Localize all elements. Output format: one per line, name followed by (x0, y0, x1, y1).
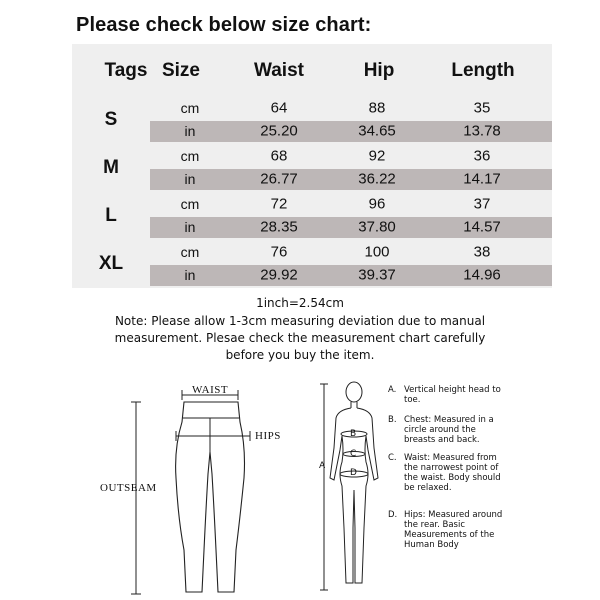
size-tag: L (105, 205, 117, 226)
hip-value: 36.22 (358, 170, 396, 188)
legend-text: Hips: Measured around the rear. Basic Measurements of the Human Body (404, 510, 503, 550)
size-tag: S (104, 109, 118, 130)
length-value: 14.57 (463, 218, 501, 236)
length-value: 37 (473, 195, 491, 213)
hip-value: 37.80 (358, 218, 396, 236)
unit-label: in (184, 267, 196, 283)
column-header: Waist (254, 60, 304, 81)
hip-value: 88 (368, 99, 386, 117)
figure-letter: C (350, 449, 357, 459)
column-header: Length (451, 60, 515, 81)
waist-value: 25.20 (260, 122, 298, 140)
legend-letter: C. (388, 453, 397, 463)
legend-text: Waist: Measured from the narrowest point of the waist. Body should be relaxed. (404, 453, 501, 493)
legend-item (388, 415, 508, 455)
column-header: Hip (363, 60, 395, 81)
hips-label: HIPS (255, 430, 281, 442)
waist-value: 68 (270, 147, 288, 165)
hip-value: 92 (368, 147, 386, 165)
size-tag: M (103, 157, 119, 178)
unit-label: cm (180, 100, 200, 116)
legend-letter: A. (388, 385, 397, 395)
length-value: 14.17 (463, 170, 501, 188)
waist-value: 72 (270, 195, 288, 213)
length-value: 13.78 (463, 122, 501, 140)
unit-label: cm (180, 148, 200, 164)
measurement-note: Note: Please allow 1-3cm measuring deviation due to manual measurement. Plesae check the measurement chart carefully before you buy the item. (114, 314, 486, 362)
legend-text: Chest: Measured in a circle around the breasts and back. (404, 415, 494, 445)
waist-value: 76 (270, 243, 288, 261)
page-heading: Please check below size chart: (76, 14, 372, 36)
waist-value: 64 (270, 99, 288, 117)
unit-label: in (184, 123, 196, 139)
outseam-label: OUTSEAM (100, 482, 157, 494)
figure-letter: A (319, 461, 326, 471)
legend-item (388, 510, 508, 550)
column-header: Size (161, 60, 201, 81)
size-tag: XL (98, 253, 124, 274)
unit-label: cm (180, 196, 200, 212)
legend-letter: B. (388, 415, 397, 425)
waist-label: WAIST (192, 384, 229, 396)
unit-label: in (184, 219, 196, 235)
hip-value: 96 (368, 195, 386, 213)
hip-value: 34.65 (358, 122, 396, 140)
conversion-note: 1inch=2.54cm (256, 296, 344, 310)
human-body-diagram (316, 378, 396, 600)
hip-value: 100 (364, 243, 390, 261)
unit-label: in (184, 171, 196, 187)
length-value: 14.96 (463, 266, 501, 284)
legend-text: Vertical height head to toe. (404, 385, 501, 405)
column-header: Tags (104, 60, 148, 81)
figure-letter: D (350, 468, 357, 478)
unit-label: cm (180, 244, 200, 260)
figure-letter: B (350, 429, 357, 439)
waist-value: 26.77 (260, 170, 298, 188)
hip-value: 39.37 (358, 266, 396, 284)
waist-value: 29.92 (260, 266, 298, 284)
length-value: 35 (473, 99, 491, 117)
length-value: 38 (473, 243, 491, 261)
waist-value: 28.35 (260, 218, 298, 236)
length-value: 36 (473, 147, 491, 165)
legend-letter: D. (388, 510, 398, 520)
legend-item (388, 453, 508, 493)
